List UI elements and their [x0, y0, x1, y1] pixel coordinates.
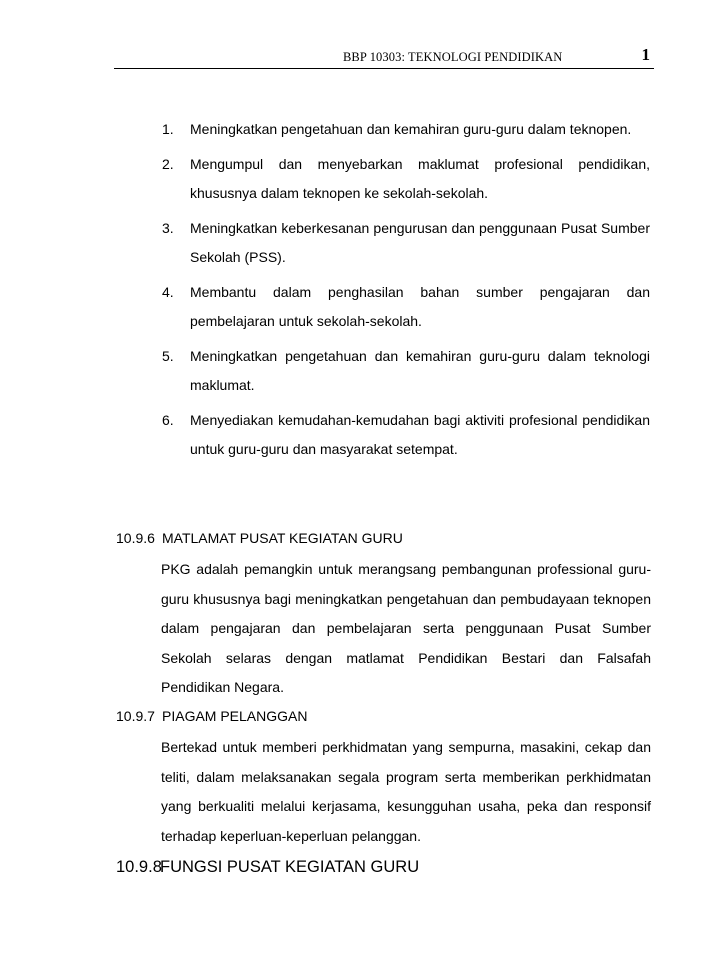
list-item-text: Meningkatkan keberkesanan pengurusan dan penggunaan Pusat Sumber Sekolah (PSS). [190, 220, 650, 265]
section-number: 10.9.7 [116, 708, 155, 724]
list-item-number: 3. [162, 220, 174, 236]
list-item [162, 214, 650, 272]
page-number: 1 [641, 45, 650, 64]
section-matlamat [116, 527, 651, 703]
list-item [162, 342, 650, 400]
section-heading [116, 527, 651, 549]
page-header [114, 40, 654, 69]
list-item-text: Meningkatkan pengetahuan dan kemahiran guru-guru dalam teknopen. [190, 121, 632, 137]
list-item [162, 150, 650, 208]
list-item-number: 4. [162, 284, 174, 300]
section-number: 10.9.6 [116, 530, 155, 546]
list-item-text: Meningkatkan pengetahuan dan kemahiran guru-guru dalam teknologi maklumat. [190, 348, 650, 393]
section-title: MATLAMAT PUSAT KEGIATAN GURU [162, 530, 403, 546]
list-item-number: 6. [162, 412, 174, 428]
list-item [162, 278, 650, 336]
list-item-number: 1. [162, 121, 174, 137]
list-item-text: Membantu dalam penghasilan bahan sumber pengajaran dan pembelajaran untuk sekolah-sekolah. [190, 284, 650, 329]
list-item-text: Mengumpul dan menyebarkan maklumat profesional pendidikan, khususnya dalam teknopen ke sekolah-sekolah. [190, 156, 650, 201]
list-item-number: 2. [162, 156, 174, 172]
objectives-list [162, 115, 650, 470]
section-body: PKG adalah pemangkin untuk merangsang pembangunan professional guru-guru khususnya bagi meningkatkan pengetahuan dan pembudayaan teknopen dalam pengajaran dan pembelajaran serta penggunaan Pusat Sumber Sekolah selaras dengan matlamat Pendidikan Bestari dan Falsafah Pendidikan Negara. [161, 561, 651, 695]
header-title: BBP 10303: TEKNOLOGI PENDIDIKAN [343, 50, 563, 64]
list-item [162, 406, 650, 464]
list-item-number: 5. [162, 348, 174, 364]
list-item-text: Menyediakan kemudahan-kemudahan bagi aktiviti profesional pendidikan untuk guru-guru dan masyarakat setempat. [190, 412, 650, 457]
section-title: FUNGSI PUSAT KEGIATAN GURU [160, 858, 420, 876]
list-item [162, 115, 650, 144]
section-heading [116, 705, 651, 727]
section-title: PIAGAM PELANGGAN [162, 708, 308, 724]
section-number: 10.9.8 [116, 858, 162, 876]
section-piagam [116, 705, 651, 851]
section-body: Bertekad untuk memberi perkhidmatan yang sempurna, masakini, cekap dan teliti, dalam melaksanakan segala program serta memberikan perkhidmatan yang berkualiti melalui kerjasama, kesungguhan usaha, peka dan responsif terhadap keperluan-keperluan pelanggan. [161, 739, 651, 844]
section-heading-fungsi [116, 858, 419, 877]
